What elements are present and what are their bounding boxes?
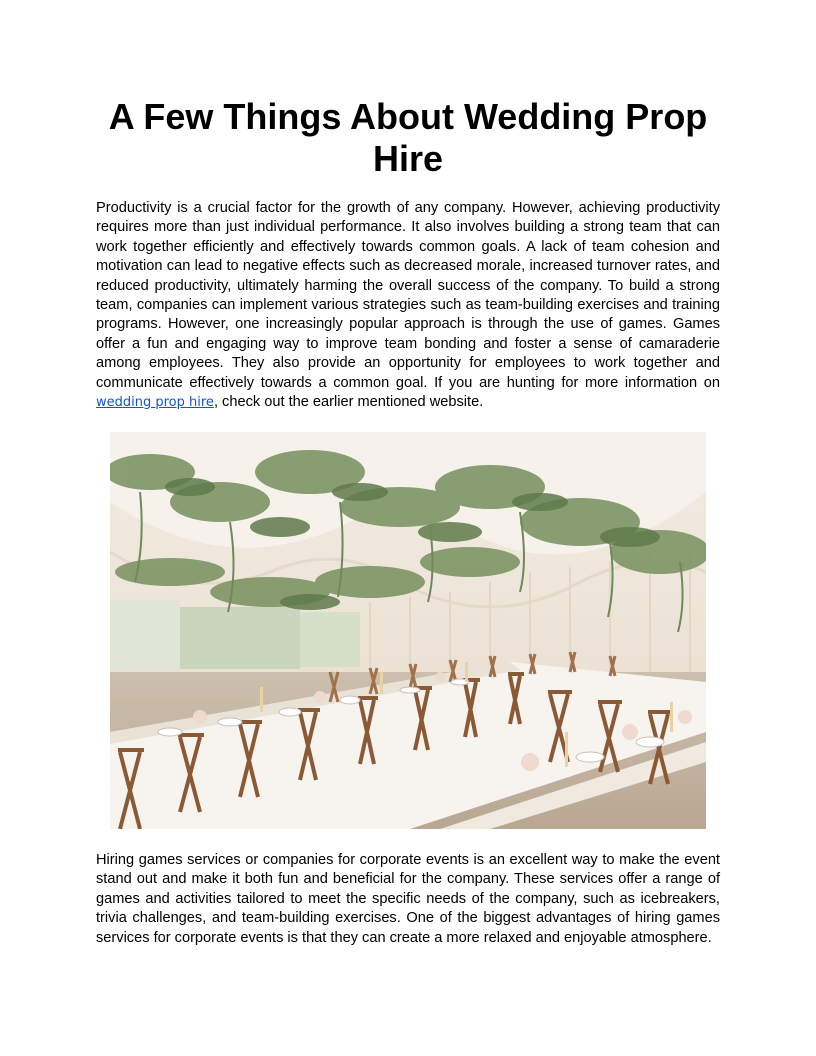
intro-paragraph <box>96 199 720 412</box>
intro-paragraph-text: Productivity is a crucial factor for the growth of any company. However, achieving productivity requires more than just individual performance. It also involves building a strong team that can work together efficiently and effectively towards common goals. A lack of team cohesion and motivation can lead to negative effects such as decreased morale, increased turnover rates, and reduced productivity, ultimately harming the overall success of the company. To build a strong team, companies can implement various strategies such as team-building exercises and training programs. However, one increasingly popular approach is through the use of games. Games offer a fun and engaging way to improve team bonding and foster a sense of camaraderie among employees. They also provide an opportunity for employees to work together and communicate effectively towards a common goal. If you are hunting for more information on <box>96 200 720 391</box>
hiring-games-paragraph: Hiring games services or companies for corporate events is an excellent way to make the event stand out and make it both fun and beneficial for the company. These services offer a range of games and activities tailored to meet the specific needs of the company, such as icebreakers, trivia challenges, and team-building exercises. One of the biggest advantages of hiring games services for corporate events is that they can create a more relaxed and enjoyable atmosphere. <box>96 852 720 946</box>
wedding-prop-hire-link[interactable]: wedding prop hire <box>96 395 214 411</box>
document-title: A Few Things About Wedding Prop Hire <box>108 96 708 179</box>
wedding-marquee-photo <box>110 432 706 829</box>
intro-paragraph-tail: , check out the earlier mentioned website. <box>213 394 484 411</box>
